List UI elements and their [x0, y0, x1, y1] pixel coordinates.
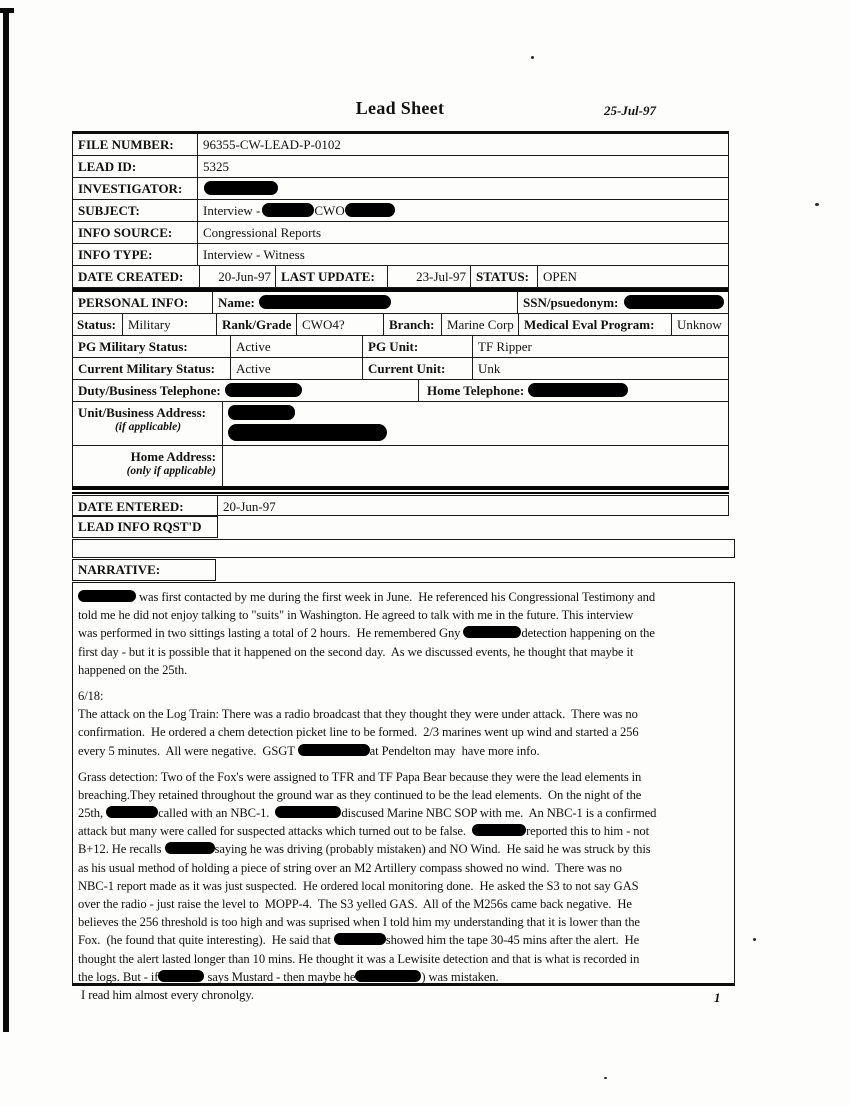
narrative-line: first day - but it is possible that it happened on the second day. As we discussed events, he thought that maybe it — [78, 644, 634, 659]
redaction-bar — [259, 295, 391, 309]
subject-value — [198, 200, 728, 221]
subject-value-prefix: Interview - — [203, 203, 261, 218]
redaction-bar — [78, 590, 136, 602]
lead-id-row — [73, 156, 728, 178]
redaction-bar — [355, 970, 421, 982]
narrative-line: Grass detection: Two of the Fox's were assigned to TFR and TF Papa Bear because they were the lead elements in — [78, 769, 642, 784]
scan-edge-line — [3, 8, 9, 1032]
unit-address-label-cell — [73, 402, 223, 445]
redaction-bar — [204, 181, 278, 195]
lead-id-value: 5325 — [203, 159, 229, 174]
pg-status-row — [73, 336, 728, 358]
pg-status-value: Active — [231, 336, 363, 357]
narrative-line: confirmation. He ordered a chem detection picket line to be formed. 2/3 marines went up wind and started a 256 — [78, 725, 639, 740]
narrative-line: over the radio - just raise the level to MOPP-4. The S3 yelled GAS. All of the M256s came back negative. He — [78, 897, 632, 911]
narrative-line: The attack on the Log Train: There was a radio broadcast that they thought they were under attack. There was no — [78, 707, 638, 722]
last-update-label: LAST UPDATE: — [276, 266, 388, 287]
narrative-paragraph — [78, 588, 732, 679]
document-date: 25-Jul-97 — [604, 103, 656, 118]
narrative-line: breaching.They retained throughout the ground war as they continued to be the lead elements. On the night of the — [78, 787, 642, 802]
unit-address-label: Unit/Business Address: — [78, 404, 206, 420]
personal-info-label: PERSONAL INFO: — [73, 292, 213, 313]
redaction-bar — [472, 824, 526, 836]
status-label: STATUS: — [471, 266, 538, 287]
pg-unit-label: PG Unit: — [363, 336, 473, 357]
mil-status-label: Status: — [73, 314, 123, 335]
scan-speck — [815, 203, 819, 206]
dates-row — [73, 266, 728, 288]
narrative-line: was performed in two sittings lasting a total of 2 hours. He remembered Gny detection happening on the — [78, 626, 655, 641]
investigator-row — [73, 178, 728, 200]
redaction-bar — [463, 626, 521, 638]
home-address-value — [223, 446, 728, 486]
file-number-label: FILE NUMBER: — [73, 134, 198, 155]
status-value: OPEN — [543, 269, 577, 284]
redaction-bar — [334, 933, 386, 945]
lead-sheet-table — [72, 131, 729, 487]
pg-status-label: PG Military Status: — [73, 336, 231, 357]
home-address-row — [73, 446, 728, 486]
narrative-line: as his usual method of holding a piece of string over an M2 Artillery compass showed no wind. There was no — [78, 860, 622, 875]
home-phone-label: Home Telephone: — [427, 382, 525, 398]
narrative-paragraph — [78, 687, 732, 760]
name-cell — [213, 292, 518, 313]
home-address-label: Home Address: — [130, 448, 216, 464]
narrative-paragraph — [78, 768, 732, 1004]
unit-address-value — [223, 402, 728, 445]
file-number-value: 96355-CW-LEAD-P-0102 — [203, 137, 341, 152]
narrative-box — [72, 582, 735, 1002]
narrative-line: B+12. He recalls saying he was driving (probably mistaken) and NO Wind. He said he was struck by this — [78, 842, 651, 857]
redaction-bar — [298, 744, 370, 756]
subject-label: SUBJECT: — [73, 200, 198, 221]
redaction-bar — [624, 295, 724, 309]
redaction-bar — [528, 383, 628, 397]
branch-value: Marine Corp — [442, 314, 519, 335]
home-phone-cell — [419, 380, 728, 401]
status-rank-row — [73, 314, 728, 336]
mil-status-value: Military — [123, 314, 217, 335]
redaction-bar — [225, 383, 302, 397]
double-rule-bottom — [72, 492, 729, 494]
double-rule-top — [72, 486, 729, 490]
narrative-line: Fox. (he found that quite interesting). He said that showed him the tape 30-45 mins after the alert. He — [78, 933, 640, 948]
home-address-label-cell — [73, 446, 223, 486]
narrative-line: NBC-1 report made as it was just suspected. He ordered local monitoring done. He asked the S3 to not say GAS — [78, 878, 639, 893]
scan-speck — [531, 56, 534, 59]
scan-speck — [753, 938, 756, 941]
narrative-line: every 5 minutes. All were negative. GSGT at Pendelton may have more info. — [78, 743, 540, 758]
rank-grade-label: Rank/Grade — [217, 314, 297, 335]
narrative-line: I read him almost every chronolgy. — [78, 987, 254, 1002]
scan-speck — [604, 1077, 607, 1079]
redaction-bar — [228, 424, 387, 441]
date-created-value: 20-Jun-97 — [200, 266, 276, 287]
ssn-label: SSN/psuedonym: — [523, 294, 619, 310]
redaction-bar — [228, 405, 295, 420]
unit-address-note: (if applicable) — [114, 420, 182, 433]
narrative-line: attack but many were called for suspected attacks which turned out to be false. reported this to him - not — [78, 824, 650, 839]
redaction-bar — [275, 806, 341, 818]
personal-info-row — [73, 292, 728, 314]
scan-edge-corner — [0, 8, 14, 13]
info-type-value: Interview - Witness — [203, 247, 305, 262]
lead-info-response-box — [72, 539, 735, 558]
subject-row — [73, 200, 728, 222]
info-source-value: Congressional Reports — [203, 225, 322, 240]
current-unit-value: Unk — [478, 360, 501, 376]
narrative-line: 6/18: — [78, 688, 104, 703]
narrative-label: NARRATIVE: — [72, 559, 216, 581]
info-source-row — [73, 222, 728, 244]
file-number-row — [73, 134, 728, 156]
home-address-note: (only if applicable) — [126, 464, 216, 477]
unit-address-row — [73, 402, 728, 446]
current-status-label: Current Military Status: — [73, 358, 231, 379]
date-entered-row — [72, 495, 729, 516]
page-number: 1 — [714, 990, 721, 1005]
narrative-line: 25th, called with an NBC-1. discused Marine NBC SOP with me. An NBC-1 is a confirmed — [78, 806, 657, 821]
lead-id-label: LEAD ID: — [73, 156, 198, 177]
redaction-bar — [158, 970, 204, 982]
telephones-row — [73, 380, 728, 402]
current-status-row — [73, 358, 728, 380]
medical-eval-value: Unknow — [677, 316, 722, 332]
narrative-line: believes the 256 threshold is too high and was suprised when I told him my understanding that it is lower than the — [78, 915, 640, 930]
rank-grade-value: CWO4? — [297, 314, 384, 335]
redaction-bar — [345, 203, 395, 217]
narrative-line: told me he did not enjoy talking to "suits" in Washington. He agreed to talk with me in the future. This interview — [78, 608, 634, 623]
date-entered-label: DATE ENTERED: — [73, 496, 218, 515]
ssn-cell — [518, 292, 728, 313]
name-label: Name: — [218, 294, 255, 310]
redaction-bar — [262, 203, 314, 217]
subject-value-mid: CWO — [314, 203, 345, 218]
duty-phone-cell — [73, 380, 419, 401]
info-type-row — [73, 244, 728, 266]
medical-eval-label: Medical Eval Program: — [519, 314, 672, 335]
info-source-label: INFO SOURCE: — [73, 222, 198, 243]
investigator-value — [198, 178, 728, 199]
current-unit-label: Current Unit: — [363, 358, 473, 379]
investigator-label: INVESTIGATOR: — [73, 178, 198, 199]
lead-info-rqstd-label: LEAD INFO RQST'D — [72, 516, 218, 538]
duty-phone-label: Duty/Business Telephone: — [78, 382, 221, 398]
narrative-line: the logs. But - if says Mustard - then maybe he ) was mistaken. — [78, 969, 499, 984]
last-update-value: 23-Jul-97 — [388, 266, 471, 287]
narrative-line: was first contacted by me during the first week in June. He referenced his Congressional Testimony and — [78, 588, 732, 606]
pg-unit-value: TF Ripper — [478, 338, 532, 354]
redaction-bar — [165, 842, 215, 854]
document-title: Lead Sheet — [355, 98, 445, 118]
redaction-bar — [106, 806, 158, 818]
date-entered-value: 20-Jun-97 — [223, 499, 276, 514]
narrative-line: thought the alert lasted longer than 10 mins. He thought it was a Lewisite detection and that is what is recorded in — [78, 951, 640, 966]
info-type-label: INFO TYPE: — [73, 244, 198, 265]
branch-label: Branch: — [384, 314, 442, 335]
date-created-label: DATE CREATED: — [73, 266, 200, 287]
current-status-value: Active — [231, 358, 363, 379]
narrative-line: happened on the 25th. — [78, 662, 188, 677]
